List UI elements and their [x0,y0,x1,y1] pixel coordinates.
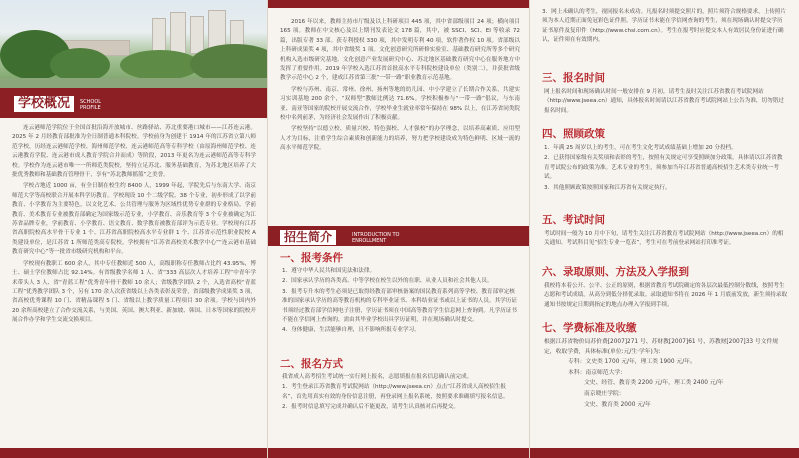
list-item: 3．报考专升本的考生必须是已取得经教育部审核备案的国民教育系列高等学校、教育部审定核准的国家承认学历的高等教育机构的专科毕业证书、本科结业证书或以上证书的人员。其学历证书须经过教育部学信网电子注册，学历证书须在中国高等教育学生信息网上查询到。凡学历证书不能在学信网上查询的，需由其毕业学校出具学历证明，并在现场确认时提交。 [282,288,517,324]
intro-text [280,18,520,156]
policy-list [544,144,788,194]
tuition-line: 专科：文史类 1700 元/年，理工类 1900 元/年。 [568,359,696,366]
list-item: 3．其他照顾政策按照国家和江苏省有关规定执行。 [544,184,671,191]
list-item: 1．年满 25 周岁以上的考生，可在考生文化考试成绩基础上增加 20 分投档。 [544,145,737,151]
profile-text [12,124,256,328]
time-text [544,88,788,117]
section-title: 四、照顾政策 [542,128,605,140]
list-item: 1．考生登录江苏省教育考试院网站（http://www.jseea.cn）点击“江苏省成人高校招生报名”，首先用真实有效的身份信息注册，再登录网上报名系统，按照要求准确填写报名信息。 [282,384,509,400]
tuition-line: 南京晓庄学院： [584,390,625,397]
conditions-list [282,267,520,337]
campus-building [190,16,204,54]
list-item: 1．遵守中华人民共和国宪法和法律。 [282,268,376,274]
tree [120,50,200,80]
list-item: 3．网上未确认的考生，视同报名未成功。凡报名时须提交照片的，照片须符合规格要求，上传照片须为本人近期正面免冠彩色证件照。学历证书未能在学信网查询的考生，须在现场确认时提交学历证书原件及复印件（http://www.chsi.com.cn）。考生在报考时应提交本人有效居民身份证进行确认，证件须在有效期内。 [542,9,787,44]
campus-building [170,12,186,54]
admission-text [544,282,788,311]
paragraph: 2016 年以来，教师主持市厅级及以上科研项目 445 项，其中省部级项目 24 项；横向项目 165 项。教师在中文核心及以上期刊发表论文 178 篇，其中，被 SSCI、SCI、EI 等收录 72 篇，出版专著 33 部。获专利授权 330 项，其中发明专利 40 项，软件著作权 10 项。省部级以上科研成果奖 4 项，其中省级奖 1 项。文化创意研究所研修实验室、基础教育研究所等多个研究机构入选市级研究基地。文化创意产业发展研究中心、苏北地区基础教育研究中心在服务地方中发挥了重要作用。2019 年学校入选江苏省首批高水平专科院校建设单位（类别二），并获批省级教学示范中心 2 个，建成江苏省第三批“一带一路”职业教育示范基地。 [280,19,520,82]
list-item: 2．报考时信息填写完成并确认后不能更改，请考生认真核对后再提交。 [282,404,459,411]
footer-band [0,448,268,458]
panel-enrollment [268,0,530,458]
list-item: 2．国家承认学历的各类高、中等学校在校生以外的在职、从业人员和社会其他人员。 [282,278,493,285]
list-item: 我省成人高考招生考试统一实行网上报名，志愿填报在报名信息确认前完成。 [282,374,473,380]
section-heading: 招生简介 [280,230,336,245]
tree [50,48,110,82]
tuition-line: 本科：南京师范大学： [568,369,626,376]
footer-band [268,448,530,458]
paragraph: 学校坚持“以德立校、质量兴校、特色强校、人才强校”的办学理念，以培养高素质、应用型人才为目标，注重学生综合素质和创新能力的培养，努力把学校建设成为特色鲜明、区域一流的高水平师范学院。 [280,126,520,152]
exam-time-text [544,230,788,250]
registration-list [282,373,520,414]
paragraph: 根据江苏省物价局苏价费[2007]271 号、苏财教[2007]61 号、苏教财[2007]33 号文件规定，收取学费，具体标准(单位:元/生·学年)为: [544,339,779,355]
tuition-line: 文史、教育类 2000 元/年 [584,401,651,408]
section-title: 三、报名时间 [542,72,605,84]
section-heading: 学校概况 [14,96,74,112]
section-title: 六、录取原则、方法及入学报到 [542,266,689,278]
paragraph: 学校与苏州、南京、常州、徐州、扬州等地的幼儿园、中小学建立了长期合作关系，共建实习实训基地 200 余个，“双师型”教师比例达 71.6%。学校积极参与“一带一路”倡议，与东南亚、南亚等国家的院校开展交流合作，学校毕业生就业率常年保持在 98% 以上，在江苏省同类院校中名列前茅，为经济社会发展作出了积极贡献。 [280,86,520,122]
paragraph: 我校将本着公开、公平、公正的原则，根据省教育考试院确定的各层次最低控制分数线，按照考生志愿和考试成绩，从高分到低分择优录取。录取通知书将在 2026 年 1 月底前发放，新生须持录取通知书按规定日期到指定的地点办理入学报到手续。 [544,283,788,308]
section-title: 五、考试时间 [542,214,605,226]
footer-band [530,448,799,458]
section-title: 二、报名方式 [280,358,343,370]
section-heading-en: SCHOOL PROFILE [80,99,102,111]
section-heading-en: INTRODUCTION TO ENROLLMENT [352,232,400,244]
list-item: 4．身体健康，生活能够自理，且不影响所报专业学习。 [282,327,420,334]
list-item: 2．已获得国家级有关奖项和表彰的考生，按照有关规定可享受照顾加分政策，具体请以江苏省教育考试院公布的政策为准。艺术专业的考生，须参加当年江苏省普通高校招生艺术类专业统一考试。 [544,155,783,181]
paragraph: 考试时间一般为 10 月中下旬，请考生关注江苏省教育考试院网站（http://www.jseea.cn）的相关通知。考试科目见“招生专业一览表”，考生可在考前登录网站打印准考证。 [544,231,784,247]
campus-building [152,18,166,54]
tuition-text [544,338,788,411]
paragraph: 学校现有教职工 600 余人，其中专任教师近 500 人，高级职称专任教师占比约 43.95%，博士、硕士学位教师占比 92.14%。有省级教学名师 1 人、省“333 高层次人才培养工程”中青年学术带头人 3 人、省“青蓝工程”优秀青年骨干教师 10 余人；省级教学团队 2 个，入选省高校“青蓝工程”优秀教学团队 3 个，另有 170 余人次获省级以上各类表彰及荣誉，省部级教学成果奖 3 项，省高校优秀课程 10 门、省精品课程 5 门、省级以上教学质量工程项目 30 余项。学校与国内外 20 余所高校建立了合作交流关系，与美国、英国、澳大利亚、新加坡、韩国、日本等国家的院校开展合作办学和学生交流交换项目。 [12,260,256,324]
panel-admission-details [530,0,799,458]
paragraph: 网上报名时间和现场确认时间一般安排在 9 月初，请考生及时关注江苏省教育考试院网站（http://www.jseea.cn）通知，具体报名时间请以江苏省教育考试院网站上公告为准，切勿错过报名时间。 [544,89,784,114]
section-title: 七、学费标准及收缴 [542,322,637,334]
campus-photo [0,0,268,92]
panel-school-profile [0,0,268,458]
paragraph: 连云港师范学院位于全国首批沿海开放城市、丝路驿站、苏北重要港口城市——江苏连云港。2025 年 2 月经教育部批准为全日制普通本科院校。学校前身为创建于 1914 年的江苏省立第八师范学校，历经连云港师范学校、海州师范学校、连云港师范高等专科学校（由原海州师范学校、连云港教育学院、连云港市成人教育学院合并而成）等阶段，2013 年更名为连云港师范高等专科学校。学校作为连云港市唯一一所师范类院校，坚持立足苏北、服务基础教育，为苏北地区培养了大批优秀教师和基础教育管理骨干，享有“苏北教师摇篮”之美誉。 [12,125,256,179]
registration-list-cont [542,8,788,47]
section-title: 一、报考条件 [280,252,343,264]
paragraph: 学校占地近 1000 亩，有全日制在校生约 8400 人，1999 年起，学院先后与东南大学、南京师范大学等高校联合开展本科学历教育。学校现设 10 个二级学院、38 个专业，初步形成了以学前教育、小学教育为主要特色，以文化艺术、公共管理与服务为区域性优势专业群的专业格局。学前教育、美术教育专业被教育部确定为国家级示范专业，小学教育、音乐教育等 3 个专业被确定为江苏省品牌专业，学前教育、小学教育、语文教育、数学教育被教育部评为示范专业。学校现有江苏省高职院校高水平骨干专业 1 个、江苏省高职院校高水平专业群 1 个、江苏省示范性职业院校 A 类建设单位，是江苏省 1 所师范类高专院校。学校拥有“江苏省高校美术教学中心”“连云港市基础教育研究中心”等一批省市级研究机构和平台。 [12,183,256,256]
tuition-line: 文史、经管、教育类 2200 元/年，理工类 2400 元/年 [584,380,724,387]
top-band [268,0,530,8]
